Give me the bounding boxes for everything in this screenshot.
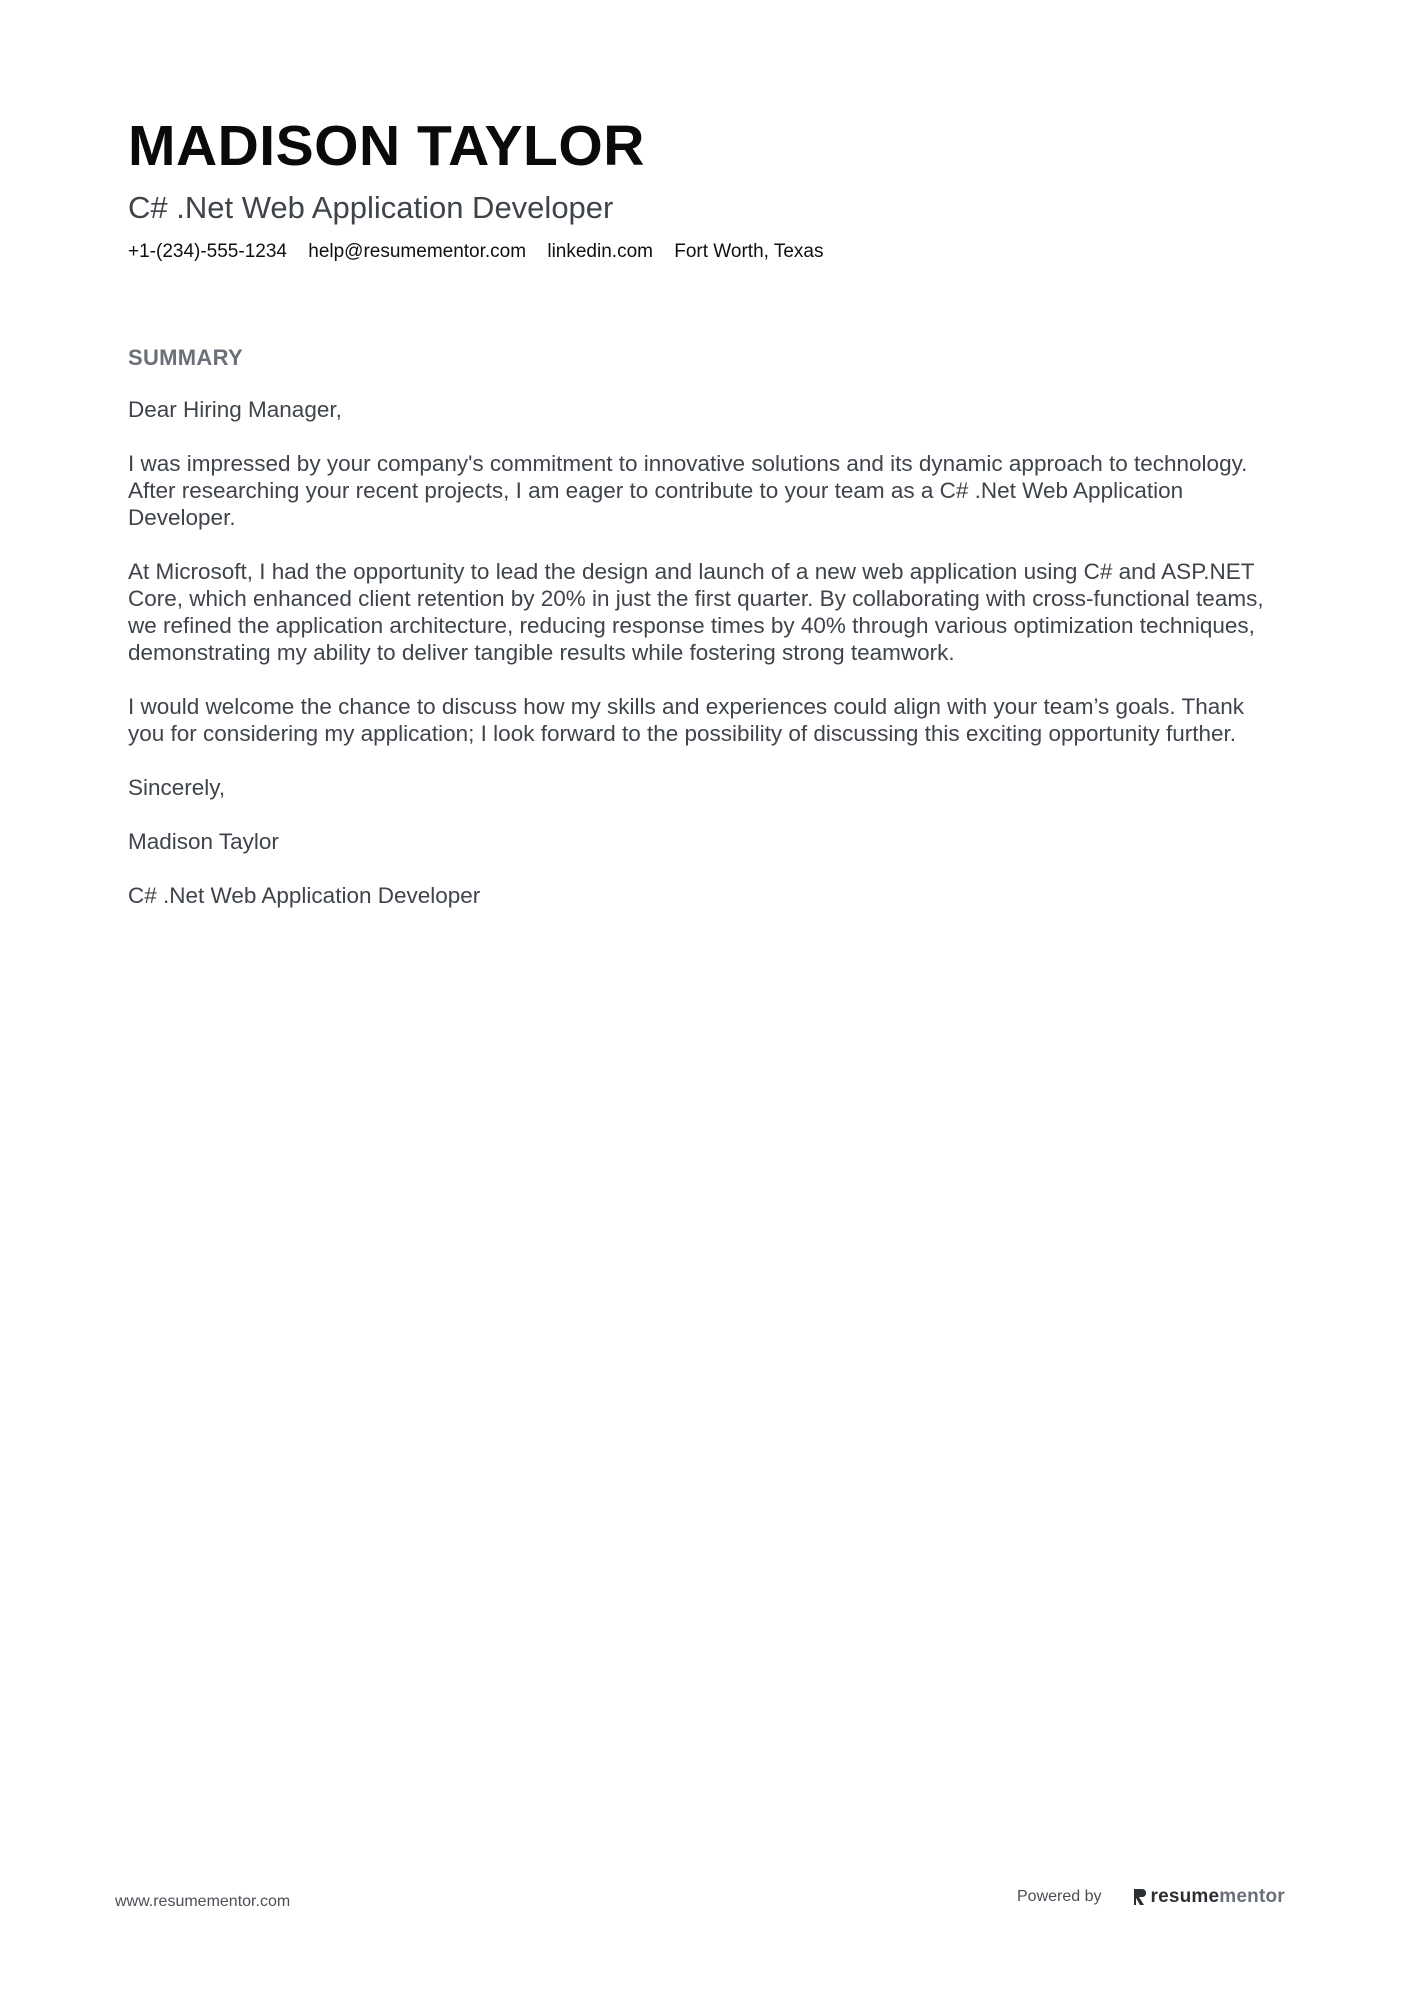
brand-name-part2: mentor <box>1219 1886 1285 1907</box>
applicant-name: MADISON TAYLOR <box>128 114 645 178</box>
applicant-title: C# .Net Web Application Developer <box>128 190 614 225</box>
letter-paragraph: I was impressed by your company's commitment to innovative solutions and its dynamic approach to technology. After researching your recent projects, I am eager to contribute to your team as a C# .Net Web Application Developer. <box>128 451 1248 530</box>
contact-location: Fort Worth, Texas <box>674 241 824 262</box>
resumementor-logo-icon <box>1132 1887 1148 1907</box>
letter-signature-title: C# .Net Web Application Developer <box>128 883 481 908</box>
summary-section <box>128 344 1278 936</box>
brand-name-part1: resume <box>1150 1886 1220 1907</box>
letter-signature-name: Madison Taylor <box>128 829 279 854</box>
contact-linkedin: linkedin.com <box>547 241 653 262</box>
footer-website[interactable]: www.resumementor.com <box>115 1893 291 1910</box>
letter-salutation: Dear Hiring Manager, <box>128 397 342 422</box>
powered-by-label: Powered by <box>1017 1888 1102 1905</box>
contact-email: help@resumementor.com <box>308 241 527 262</box>
letter-closing: Sincerely, <box>128 775 226 800</box>
letter-paragraph: I would welcome the chance to discuss how my skills and experiences could align with your team’s goals. Thank you for considering my application; I look forward to the possibility of discussing this exciting opportunity further. <box>128 694 1244 746</box>
brand-logo[interactable] <box>1132 1886 1285 1908</box>
header <box>128 112 1278 264</box>
footer-powered-by <box>1017 1886 1285 1908</box>
letter-paragraph: At Microsoft, I had the opportunity to lead the design and launch of a new web application using C# and ASP.NET Core, which enhanced client retention by 20% in just the first quarter. By collaborating with cross-functional teams, we refined the application architecture, reducing response times by 40% through various optimization techniques, demonstrating my ability to deliver tangible results while fostering strong teamwork. <box>128 559 1264 665</box>
contact-line <box>128 240 1278 264</box>
contact-phone: +1-(234)-555-1234 <box>128 241 287 262</box>
summary-heading: SUMMARY <box>128 345 243 370</box>
